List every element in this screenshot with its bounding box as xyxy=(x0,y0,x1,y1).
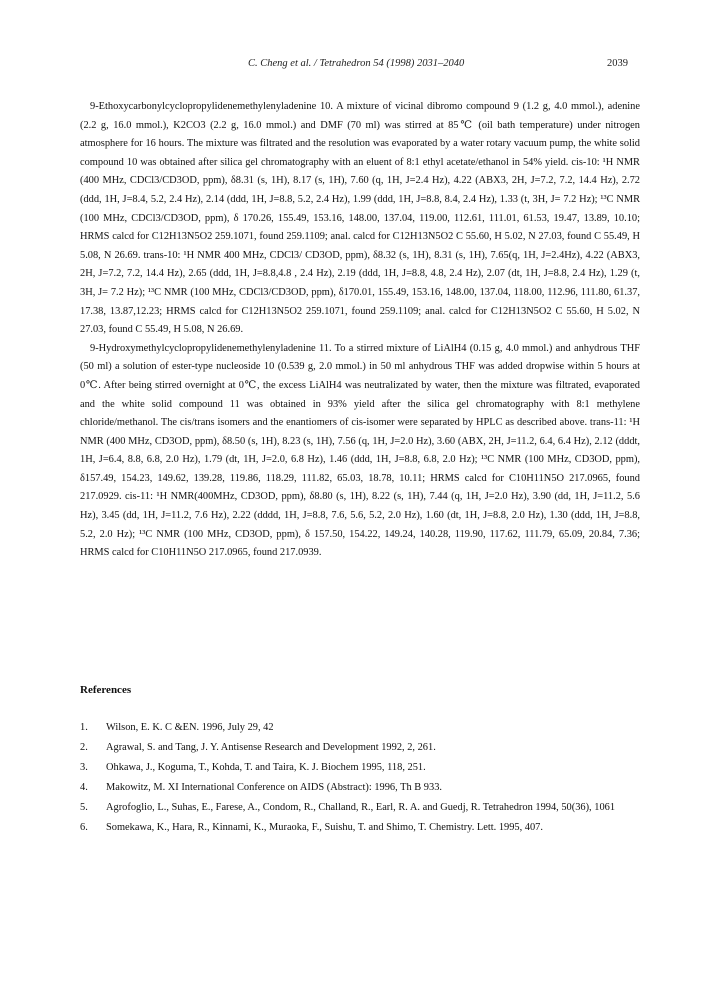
reference-text: Agrawal, S. and Tang, J. Y. Antisense Research and Development 1992, 2, 261. xyxy=(106,742,436,753)
reference-text: Somekawa, K., Hara, R., Kinnami, K., Muraoka, F., Suishu, T. and Shimo, T. Chemistry. Lett. 1995, 407. xyxy=(106,822,543,833)
reference-item xyxy=(80,720,640,736)
references-list xyxy=(80,720,640,840)
page-number: 2039 xyxy=(607,58,628,69)
reference-item xyxy=(80,760,640,776)
references-heading: References xyxy=(80,684,132,696)
reference-item xyxy=(80,780,640,796)
reference-item xyxy=(80,800,640,816)
reference-number: 2. xyxy=(80,742,88,753)
reference-number: 3. xyxy=(80,762,88,773)
reference-text: Makowitz, M. XI International Conference on AIDS (Abstract): 1996, Th B 933. xyxy=(106,782,442,793)
running-head: C. Cheng et al. / Tetrahedron 54 (1998) 2031–2040 xyxy=(248,58,465,69)
paragraph-compound-10: 9-Ethoxycarbonylcyclopropylidenemethylenyladenine 10. A mixture of vicinal dibromo compound 9 (1.2 g, 4.0 mmol.), adenine (2.2 g, 16.0 mmol.), K2CO3 (2.2 g, 16.0 mmol.) and DMF (70 ml) was stirred at 85℃ (oil bath temperature) under nitrogen atmosphere for 16 hours. The mixture was filtrated and the resolution was evaporated by a water rotary vacuum pump, the white solid compound 10 was obtained after silica gel chromatography with an eluent of 8:1 ethyl acetate/ethanol in 54% yield. cis-10: ¹H NMR (400 MHz, CDCl3/CD3OD, ppm), δ8.31 (s, 1H), 8.17 (s, 1H), 7.60 (q, 1H, J=2.4 Hz), 4.22 (ABX3, 2H, J=7.2, 7.2, 14.4 Hz), 2.72 (ddd, 1H, J=8.4, 5.2, 2.4 Hz), 2.14 (ddd, 1H, J=8.8, 5.2, 2.4 Hz), 1.99 (ddd, 1H, J=8.8, 8.4, 2.4 Hz), 1.33 (t, 3H, J= 7.2 Hz); ¹³C NMR (100 MHz, CDCl3/CD3OD, ppm), δ 170.26, 155.49, 153.16, 148.00, 137.04, 119.00, 112.61, 111.01, 61.53, 19.47, 13.89, 10.10; HRMS calcd for C12H13N5O2 259.1071, found 259.1109; anal. calcd for C12H13N5O2 C 55.60, H 5.02, N 27.03, found C 55.49, H 5.08, N 26.69. trans-10: ¹H NMR 400 MHz, CDCl3/ CD3OD, ppm), δ8.32 (s, 1H), 8.31 (s, 1H), 7.65(q, 1H, J=2.4Hz), 4.22 (ABX3, 2H, J=7.2, 7.2, 14.4 Hz), 2.65 (ddd, 1H, J=8.8,4.8 , 2.4 Hz), 2.19 (ddd, 1H, J=8.8, 4.8, 2.4 Hz), 2.07 (dt, 1H, J=8.8, 2.4 Hz), 1.29 (t, 3H, J= 7.2 Hz); ¹³C NMR (100 MHz, CDCl3/CD3OD, ppm), δ170.01, 155.49, 153.16, 148.00, 137.04, 118.00, 112.96, 111.80, 61.37, 17.38, 13.87,12.23; HRMS calcd for C12H13N5O2 259.1071, found 259.1109; anal. calcd for C12H13N5O2 C 55.60, H 5.02, N 27.03, found C 55.49, H 5.08, N 26.69. xyxy=(80,101,640,336)
experimental-section xyxy=(80,98,640,563)
reference-text: Wilson, E. K. C &EN. 1996, July 29, 42 xyxy=(106,722,274,733)
reference-number: 1. xyxy=(80,722,88,733)
reference-text: Agrofoglio, L., Suhas, E., Farese, A., Condom, R., Challand, R., Earl, R. A. and Guedj, R. Tetrahedron 1994, 50(36), 1061 xyxy=(106,802,616,813)
reference-number: 5. xyxy=(80,802,88,813)
reference-text: Ohkawa, J., Koguma, T., Kohda, T. and Taira, K. J. Biochem 1995, 118, 251. xyxy=(106,762,426,773)
reference-item xyxy=(80,740,640,756)
paragraph-compound-11: 9-Hydroxymethylcyclopropylidenemethylenyladenine 11. To a stirred mixture of LiAlH4 (0.15 g, 4.0 mmol.) and anhydrous THF (50 ml) a solution of ester-type nucleoside 10 (0.539 g, 2.0 mmol.) in 50 ml anhydrous THF was added dropwise within 5 hours at 0℃. After being stirred overnight at 0℃, the excess LiAlH4 was neutralizated by water, then the mixture was filtrated, evaporated and the white solid compound 11 was obtained in 93% yield after the silica gel chromatography with 8:1 methylene chloride/methanol. The cis/trans isomers and the enantiomers of cis-isomer were separated by HPLC as described above. trans-11: ¹H NMR (400 MHz, CD3OD, ppm), δ8.50 (s, 1H), 8.23 (s, 1H), 7.56 (q, 1H, J=2.0 Hz), 3.60 (ABX, 2H, J=11.2, 6.4, 6.4 Hz), 2.12 (dddt, 1H, J=6.4, 8.8, 6.8, 2.0 Hz), 1.79 (dt, 1H, J=2.0, 6.8 Hz), 1.46 (ddd, 1H, J=8.8, 6.8, 2.0 Hz); ¹³C NMR (100 MHz, CD3OD, ppm), δ157.49, 154.23, 149.62, 139.28, 119.86, 118.29, 111.82, 65.03, 18.78, 10.11; HRMS calcd for C10H11N5O 217.0965, found 217.0929. cis-11: ¹H NMR(400MHz, CD3OD, ppm), δ8.80 (s, 1H), 8.22 (s, 1H), 7.44 (q, 1H, J=2.0 Hz), 3.90 (dd, 1H, J=11.2, 5.6 Hz), 3.45 (dd, 1H, J=11.2, 7.6 Hz), 2.22 (dddd, 1H, J=8.8, 7.6, 5.6, 5.2, 2.0 Hz), 1.60 (dt, 1H, J=8.8, 2.0 Hz), 1.30 (ddd, 1H, J=8.8, 5.2, 2.0 Hz); ¹³C NMR (100 MHz, CD3OD, ppm), δ 157.50, 154.22, 149.24, 140.28, 119.90, 117.62, 111.79, 65.09, 20.84, 7.36; HRMS calcd for C10H11N5O 217.0965, found 217.0939. xyxy=(80,342,640,559)
reference-number: 6. xyxy=(80,822,88,833)
reference-number: 4. xyxy=(80,782,88,793)
reference-item xyxy=(80,820,640,836)
